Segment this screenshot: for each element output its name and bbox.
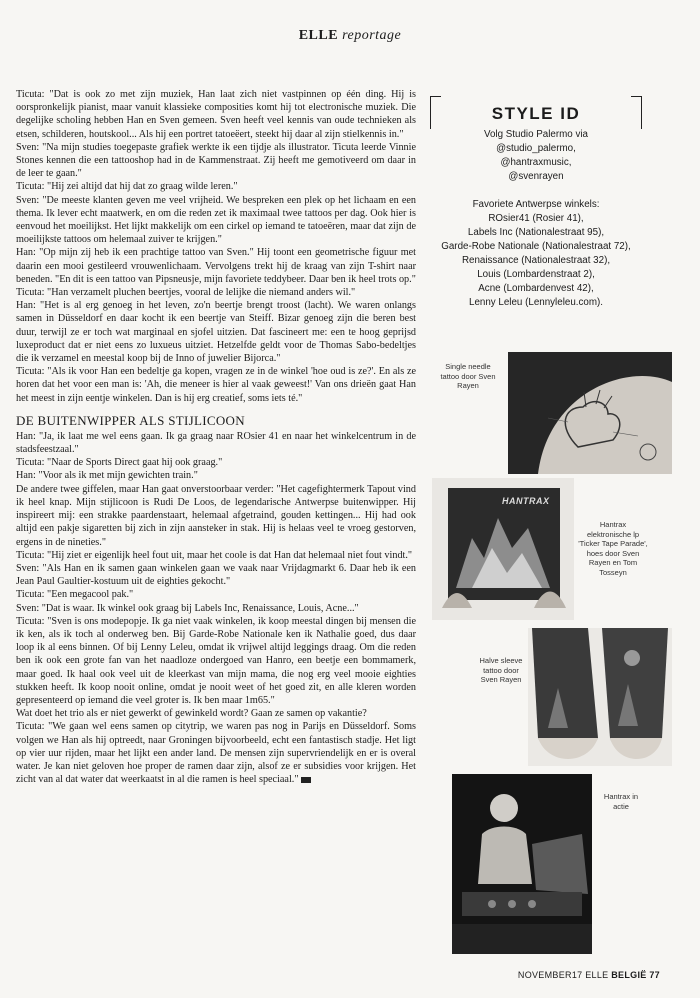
article-body [16,88,416,786]
live-photo [452,774,592,954]
style-id-title: STYLE ID [491,104,581,123]
heart-tattoo-photo [508,352,672,474]
album-cover-title: HANTRAX [502,496,550,506]
favorites-heading: Favoriete Antwerpse winkels: [472,199,600,210]
paragraph: Sven: "De meeste klanten geven me veel vrijheid. We bespreken een plek op het lichaam en een thema. Ik lever echt maatwerk, en om die reden zet ik maximaal twee tattoos per dag. Ook hier is eenvoud het moeilijkst. Het lijkt makkelijk om een cirkel op iemand te tatoeëren, maar dat zijn de moeilijkste tattoos om helemaal zuiver te krijgen." [16,194,416,246]
album-photo [432,478,574,620]
final-paragraph-text: Ticuta: "We gaan wel eens samen op citytrip, we waren pas nog in Parijs en Düsseldorf. Soms volgen we Han als hij optreedt, naar Groningen bijvoorbeeld, echt een fantastisch stadje. Het ligt op vier uur rijden, maar het lijkt een ander land. De mensen zijn supervriendelijk en er is overal water. Je kan niet geloven hoe proper de ramen daar zijn, alsof ze er subsidies voor krijgen. Het zicht van al dat water dat weerkaatst in al die ramen is heel speciaal." [16,721,416,786]
end-mark-icon [301,777,311,783]
paragraph: Han: "Het is al erg genoeg in het leven, zo'n beertje brengt troost (lacht). We waren onlangs samen in Düsseldorf en daar kocht ik een beertje van Steiff. Bizar genoeg zijn die beren best duur, terwijl ze er toch wat marginaal en sjofel uitzien. Dat fascineert me: een te hoog geprijsd luxeproduct dat er niet eens zo luxueus uitziet. Hetzelfde geldt voor de Thomas Sabo-bedeltjes die ik verzamel en meestal koop bij de Inno of juwelier Bijorca." [16,300,416,365]
sleeve-caption: Halve sleeve tattoo door Sven Rayen [479,656,523,684]
magazine-brand: ELLE [298,28,339,43]
heart-tattoo-caption: Single needle tattoo door Sven Rayen [440,362,496,390]
section-label: reportage [342,28,402,43]
shop-item: Lenny Leleu (Lennyleleu.com). [469,297,603,308]
paragraph: Han: "Op mijn zij heb ik een prachtige tattoo van Sven." Hij toont een geometrische figuur met daarin een mooi gestileerd vrouwenlichaam. Vervolgens trekt hij de kraag van zijn T-shirt naar beneden. "En dit is een tattoo van Pipsneusje, mijn favoriete teddybeer. Daar ben ik heel trots op." [16,247,416,285]
album-caption: Hantrax elektronische lp 'Ticker Tape Parade', hoes door Sven Rayen en Tom Tosseyn [578,520,648,577]
style-id-box [430,88,642,316]
article-subheading: DE BUITENWIPPER ALS STIJLICOON [16,412,245,428]
sleeve-photo [528,628,672,766]
paragraph: Sven: "Als Han en ik samen gaan winkelen gaan we vaak naar Vrijdagmarkt 6. Daar heb ik een Jean Paul Gaultier-kostuum uit de eighties gekocht." [16,562,416,588]
paragraph: Ticuta: "Een megacool pak." [16,589,134,601]
paragraph: Ticuta: "Dat is ook zo met zijn muziek, Han laat zich niet vastpinnen op één ding. Hij is oorspronkelijk pianist, maar vanuit klassieke composities komt hij tot electronische muziek. Die degelijke scholing hebben Han en Sven gemeen. Sven heeft veel kennis van oude technieken als etsen, schilderen, houtskool... Als hij een portret tatoeëert, steekt hij daar al zijn stielkennis in." [16,89,416,140]
footer-country: BELGIË [611,970,647,980]
paragraph: Ticuta: "Hij ziet er eigenlijk heel fout uit, maar het coole is dat Han dat helemaal niet fout vindt." [16,549,413,561]
follow-block [430,128,642,184]
paragraph: Ticuta: "Als ik voor Han een bedeltje ga kopen, vragen ze in de winkel 'hoe oud is ze?'. En als ze horen dat het voor een man is: 'Ah, die meneer is hier al vaak geweest!' Van ons drieën gaat Han het meest in zijn eentje winkelen. Dan is hij erg creatief, soms iets té." [16,366,416,404]
live-performance-image [452,774,592,954]
shop-item: Acne (Lombardenvest 42), [478,283,594,294]
page-header [0,28,700,44]
paragraph: Ticuta: "Sven is ons modepopje. Ik ga niet vaak winkelen, ik koop meestal dingen bij mensen die ik ken, als ik toch al onderweg ben. Bij Garde-Robe Nationale ken ik Nathalie goed, dus daar loop ik al eens binnen. Of bij Lenny Leleu, omdat ik vrijwel altijd leggings draag. Om die reden ben ik ook een grote fan van het naadloze ondergoed van Hanro, een beetje een bommamerk, maar goed. Ik haal ook veel uit de kleerkast van mijn mama, die nog erg veel mooie eighties stukken heeft. Ik koop nooit online, omdat je nooit weet of het goed zit, en alle kleren worden gepresenteerd op iemand die veel groter is. Ik ben maar 1m65." [16,615,416,706]
shop-item: Garde-Robe Nationale (Nationalestraat 72), [441,241,631,252]
shop-list [430,212,642,310]
shop-item: ROsier41 (Rosier 41), [488,213,584,224]
footer-issue: NOVEMBER17 ELLE [517,970,612,980]
live-caption: Hantrax in actie [603,792,639,811]
sleeve-tattoo-image [528,628,672,766]
right-bracket-decoration [631,96,642,129]
paragraph: Wat doet het trio als er niet gewerkt of gewinkeld wordt? Gaan ze samen op vakantie? [16,708,367,720]
heart-tattoo-image [508,352,672,474]
paragraph: Han: "Ja, ik laat me wel eens gaan. Ik ga graag naar ROsier 41 en naar het winkelcentrum in de stadsfeestzaal." [16,430,416,456]
page-number: 77 [649,970,660,980]
page-footer [518,970,660,980]
follow-handle: @studio_palermo, [496,143,576,154]
shop-item: Renaissance (Nationalestraat 32), [461,255,611,266]
paragraph: Ticuta: "Naar de Sports Direct gaat hij ook graag." [16,457,223,469]
follow-handle: @svenrayen [508,171,564,182]
left-bracket-decoration [430,96,441,129]
paragraph: Ticuta: "Hij zei altijd dat hij dat zo graag wilde leren." [16,181,238,193]
follow-handle: @hantraxmusic, [500,157,572,168]
shop-item: Louis (Lombardenstraat 2), [477,269,595,280]
paragraph: Ticuta: "Han verzamelt pluchen beertjes, vooral de lelijke die niemand anders wil." [16,287,356,299]
paragraph: Sven: "Na mijn studies toegepaste grafiek werkte ik een tijdje als illustrator. Ticuta leerde Vinnie Stones kennen die een tattooshop had in de Kammenstraat. Zij heeft me gemotiveerd om daar in de leer te gaan." [16,141,416,180]
follow-line: Volg Studio Palermo via [483,129,588,140]
paragraph: De andere twee giffelen, maar Han gaat onverstoorbaar verder: "Het cagefightermerk Tapout vind ik heel knap. Mijn stijlicoon is Rudi De Loos, de legendarische Antwerpse buitenwipper. Hij inspireert mij: een strakke paardenstaart, helemaal afgetraind, gouden kettingen... Hij had ook altijd een pakje sigaretten bij zich in zijn aansteker in stak. Hij is helaas veel te vroeg gestorven, ergens in de nineties." [16,483,416,548]
style-id-sidebar [430,88,642,316]
paragraph: Han: "Voor als ik met mijn gewichten train." [16,470,198,482]
paragraph: Sven: "Dat is waar. Ik winkel ook graag bij Labels Inc, Renaissance, Louis, Acne..." [16,602,359,614]
shop-item: Labels Inc (Nationalestraat 95), [467,227,605,238]
paragraph [16,720,416,786]
